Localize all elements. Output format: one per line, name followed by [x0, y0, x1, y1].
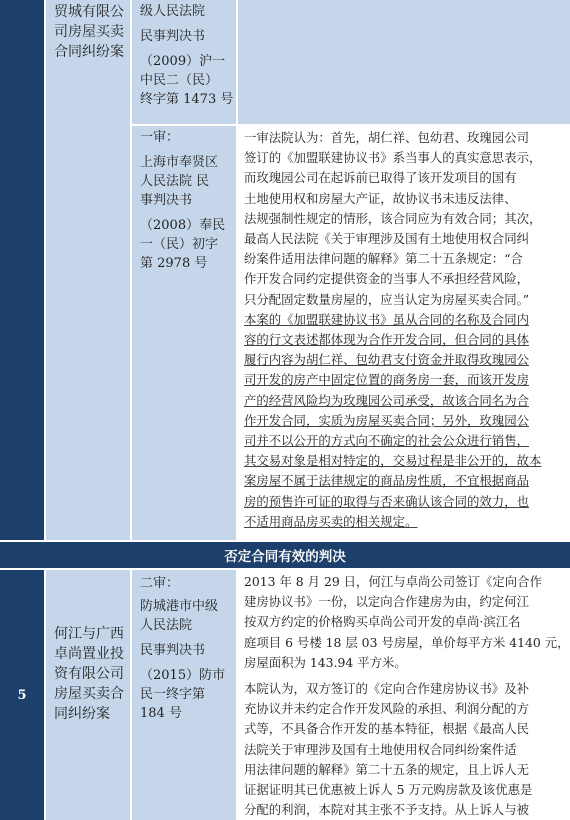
opinion-line: 签订的《加盟联建协议书》系当事人的真实意思表示， [244, 150, 542, 166]
opinion-paragraph [244, 679, 566, 820]
opinion-underlined-line: 履行内容为胡仁祥、包幼君支付资金并取得玫瑰园公 [244, 352, 529, 368]
opinion-line: 2013 年 8 月 29 日，何江与卓尚公司签订《定向合作 [244, 574, 542, 589]
case-number-line: 中民二（民） [140, 73, 219, 88]
row-number-cell [0, 570, 44, 820]
opinion-underlined-line: 容的行文表述都体现为合作开发合同，但合同的具体 [244, 332, 529, 348]
case-name-line: 资有限公司 [54, 666, 124, 682]
case-number-line: （2008）奉民 [140, 218, 226, 233]
case-name-line: 房屋买卖合 [54, 686, 124, 702]
case-number-line: 第 2978 号 [140, 256, 208, 271]
opinion-cell-top-empty [238, 0, 570, 124]
opinion-line: 式等，不具备合作开发的基本特征，根据《最高人民 [244, 721, 529, 737]
case-number-line: 一（民）初字 [140, 237, 219, 252]
opinion-line: 按双方约定的价格购买卓尚公司开发的卓尚·滨江名 [244, 614, 521, 630]
opinion-underlined-line: 不适用商品房买卖的相关规定。 [244, 513, 418, 529]
court-cell [132, 570, 236, 820]
opinion-line: 只分配固定数量房屋的，应当认定为房屋买卖合同。” [244, 291, 530, 307]
opinion-cell [238, 126, 570, 540]
court-cell [132, 126, 236, 540]
opinion-underlined-line: 司开发的房产中固定位置的商务房一套，而该开发房 [244, 372, 529, 388]
instance-label: 二审： [140, 576, 180, 591]
opinion-underlined-line: 作开发合同，实质为房屋买卖合同；另外，玫瑰园公 [244, 412, 529, 428]
opinion-line: 一审法院认为：首先，胡仁祥、包幼君、玫瑰园公司 [244, 130, 529, 145]
opinion-line: 作开发合同约定提供资金的当事人不承担经营风险， [244, 271, 529, 287]
opinion-line: 土地使用权和房屋大产证，故协议书未违反法律、 [244, 190, 517, 206]
case-name-line: 合同纠纷案 [54, 44, 124, 60]
court-cell-top [132, 0, 236, 124]
court-line: 人民法院 民 [140, 174, 210, 189]
court-line: 上海市奉贤区 [140, 155, 219, 170]
opinion-line: 证据证明其已优惠被上诉人 5 万元购房款及该优惠是 [244, 782, 533, 798]
opinion-underlined-line: 司并不以公开的方式向不确定的社会公众进行销售， [244, 433, 529, 449]
court-line: 级人民法院 [140, 4, 206, 19]
case-name-line: 同纠纷案 [54, 706, 110, 722]
case-number-line: （2015）防市 [140, 668, 226, 683]
section-header-text: 否定合同有效的判决 [224, 549, 346, 565]
court-line: 事判决书 [140, 193, 193, 208]
case-number-line: 终字第 1473 号 [140, 92, 234, 107]
opinion-line: 建房协议书》一份，以定向合作建房为由，约定何江 [244, 594, 529, 610]
instance-label: 一审： [140, 130, 180, 145]
opinion-paragraph [244, 572, 570, 673]
opinion-line: 而玫瑰园公司在起诉前已取得了该开发项目的国有 [244, 170, 517, 186]
opinion-line: 用法律问题的解释》第二十五条的规定，且上诉人无 [244, 761, 529, 777]
case-name-line: 司房屋买卖 [54, 24, 124, 40]
opinion-underlined-line: 其交易对象是相对特定的，交易过程是非公开的，故本 [244, 453, 542, 469]
opinion-line: 庭项目 6 号楼 18 层 03 号房屋，单价每平方米 4140 元， [244, 634, 570, 650]
case-number-line: 184 号 [140, 706, 182, 721]
opinion-line: 纷案件适用法律问题的解释》第二十五条规定：“合 [244, 251, 523, 267]
opinion-line: 充协议并未约定合作开发风险的承担、利润分配的方 [244, 701, 529, 717]
case-name-cell [46, 0, 130, 540]
case-name-cell [46, 570, 130, 820]
section-header [0, 542, 570, 568]
case-name-line: 何江与广西 [54, 626, 124, 642]
opinion-line: 房屋面积为 143.94 平方米。 [244, 654, 407, 670]
case-name-line: 贸城有限公 [54, 4, 124, 20]
opinion-underlined-line: 房的预售许可证的取得与否来确认该合同的效力，也 [244, 493, 529, 509]
case-number-line: 民一终字第 [140, 687, 206, 702]
court-line: 防城港市中级 [140, 599, 219, 614]
opinion-line: 最高人民法院《关于审理涉及国有土地使用权合同纠 [244, 231, 529, 247]
opinion-underlined-line: 产的经营风险均为玫瑰园公司承受，故该合同名为合 [244, 392, 529, 408]
opinion-line: 本院认为，双方签订的《定向合作建房协议书》及补 [244, 681, 529, 697]
opinion-line: 法院关于审理涉及国有土地使用权合同纠纷案件适 [244, 741, 517, 757]
opinion-cell [238, 570, 570, 820]
row-number: 5 [17, 687, 27, 703]
court-line: 民事判决书 [140, 29, 206, 44]
opinion-line: 法规强制性规定的情形，该合同应为有效合同；其次， [244, 210, 542, 226]
opinion-underlined-line: 案房屋不属于法律规定的商品房性质，不宜根据商品 [244, 473, 529, 489]
court-line: 民事判决书 [140, 643, 206, 658]
opinion-line: 分配的利润，本院对其主张不予支持。从上诉人与被 [244, 802, 529, 818]
opinion-underlined-line: 本案的《加盟联建协议书》虽从合同的名称及合同内 [244, 311, 529, 327]
case-number-line: （2009）沪一 [140, 54, 226, 69]
case-name-line: 卓尚置业投 [54, 646, 124, 662]
court-line: 人民法院 [140, 618, 193, 633]
row-number-cell [0, 0, 44, 540]
